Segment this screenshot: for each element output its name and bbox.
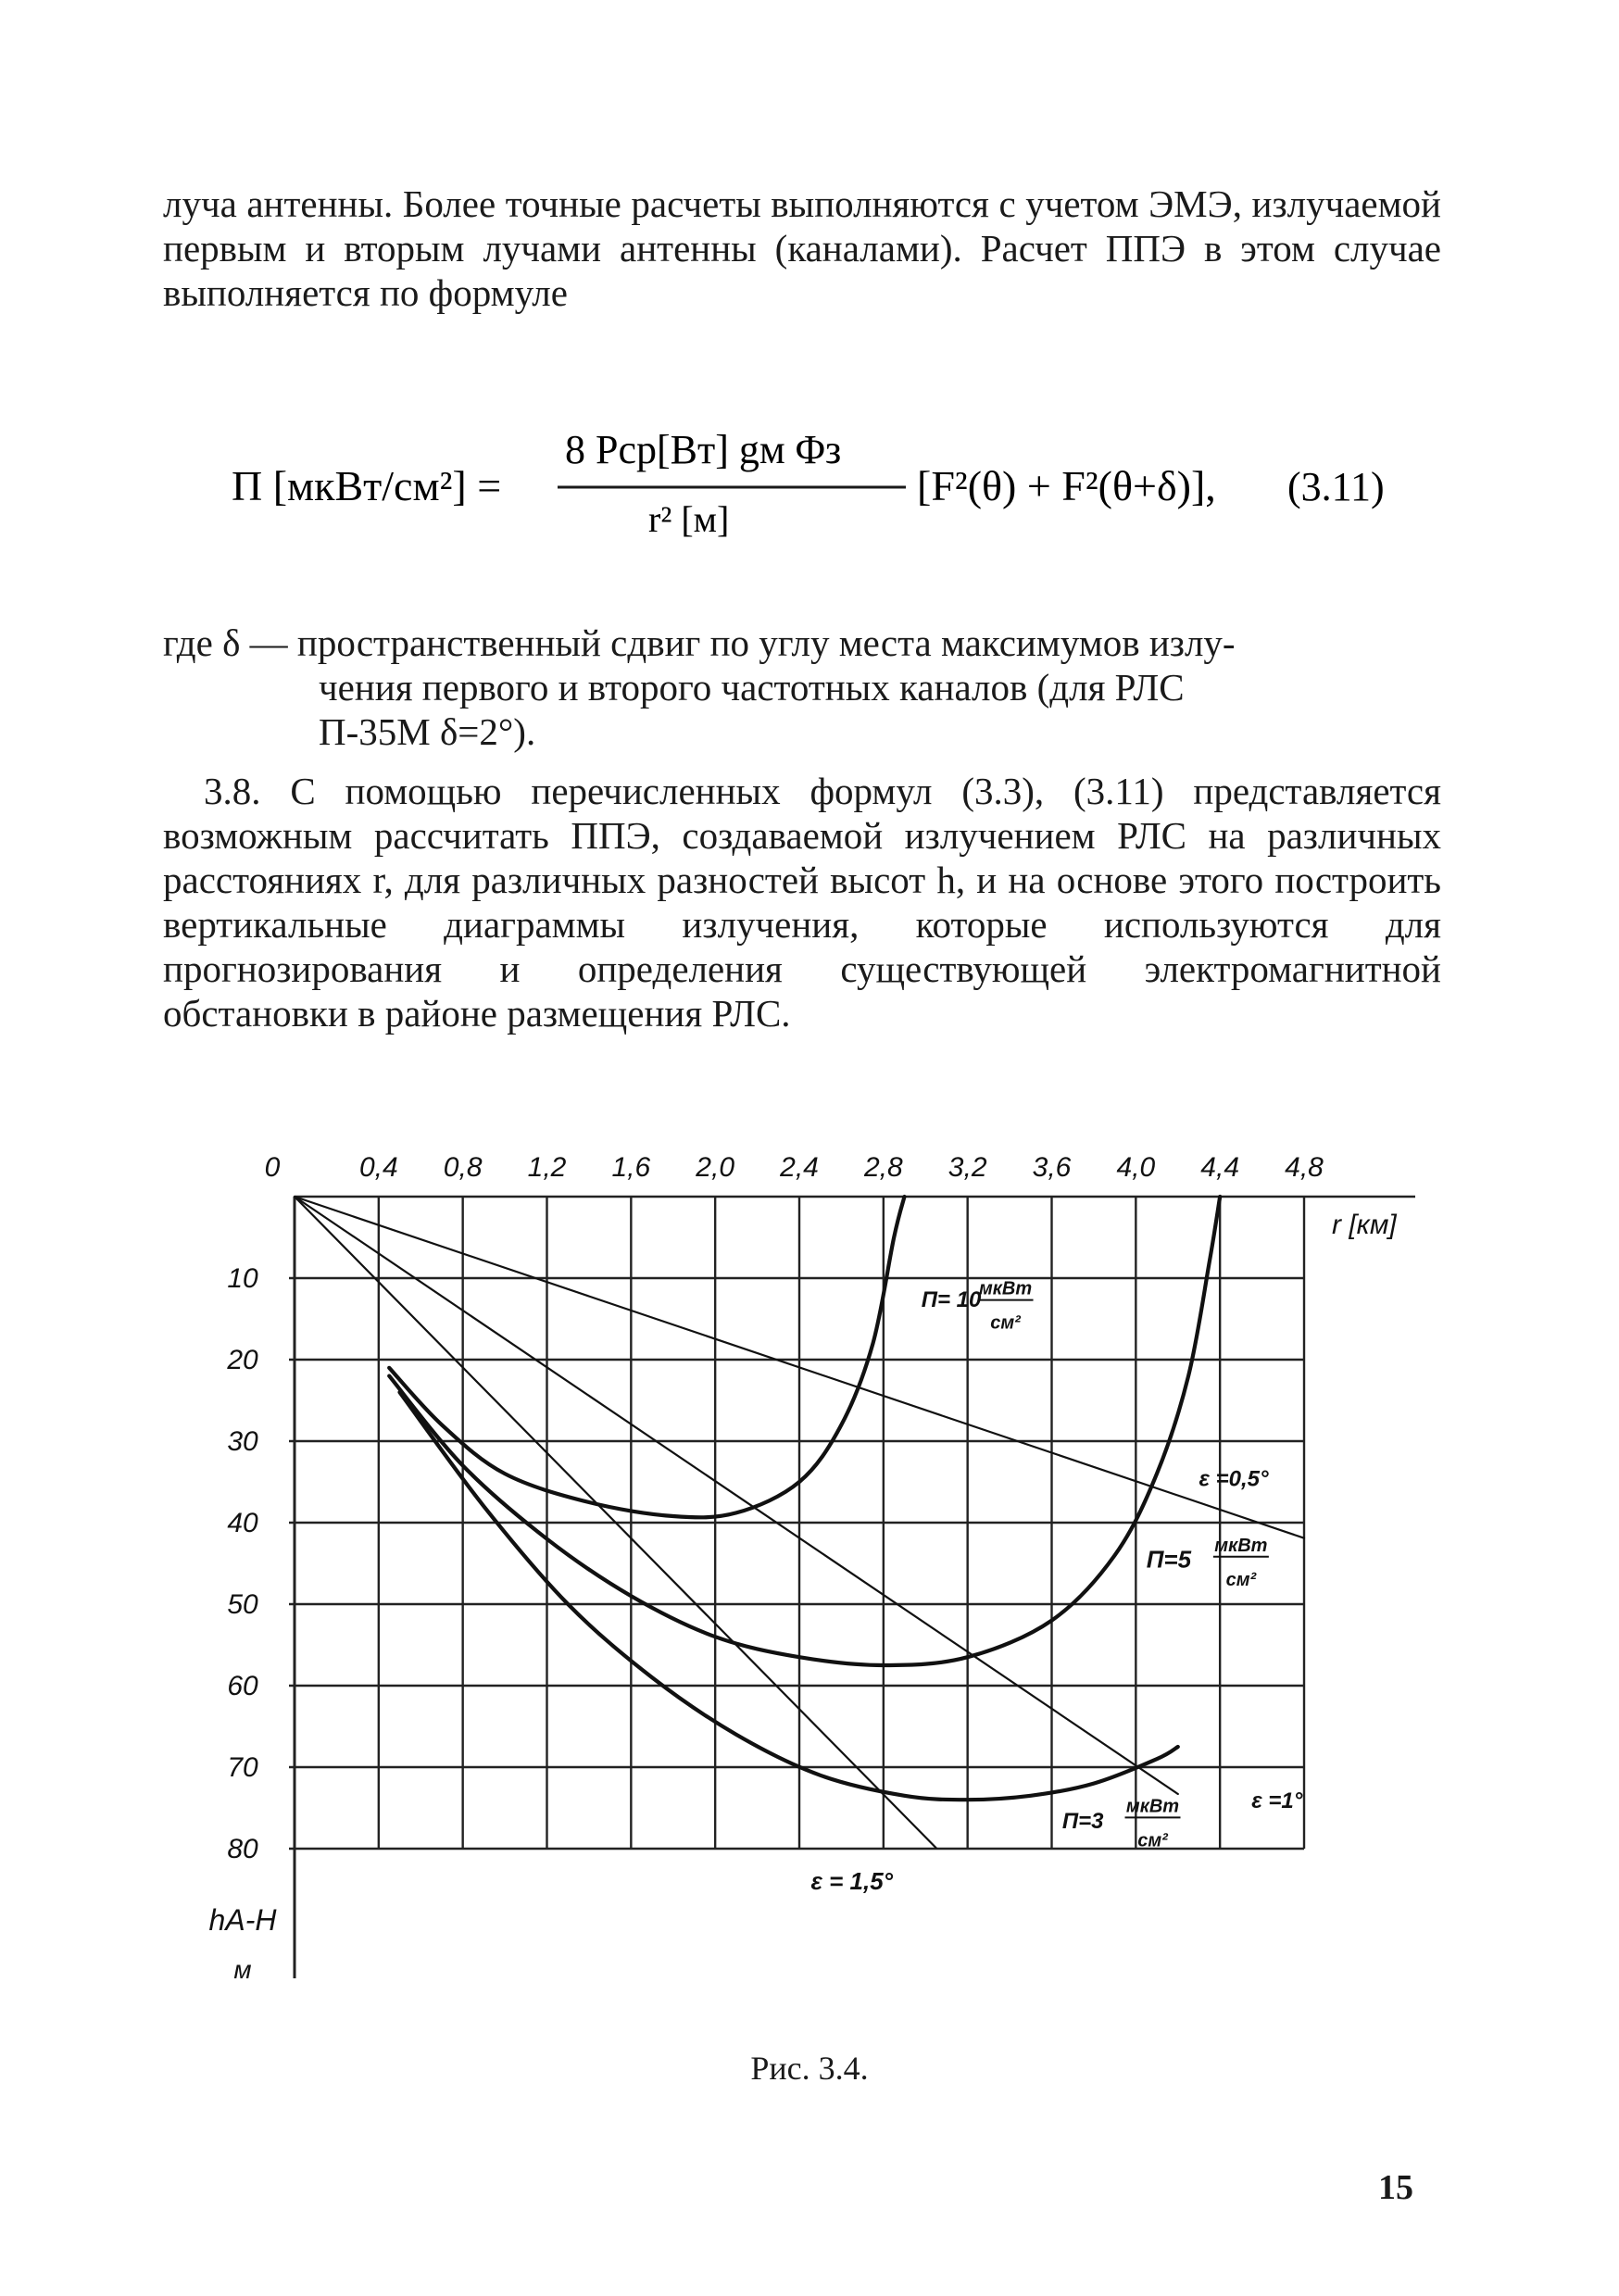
y-axis-unit: м [233, 1955, 252, 1984]
formula-rhs: [F²(θ) + F²(θ+δ)], [917, 462, 1216, 509]
y-tick-label: 10 [227, 1263, 258, 1294]
label-e05: ε =0,5° [1199, 1466, 1269, 1492]
radiation-diagram-chart [0, 1111, 1619, 2130]
formula-lhs: П [мкВт/см²] = [232, 462, 502, 509]
formula-denominator: r² [м] [648, 498, 730, 540]
chart-annotations [810, 1279, 1302, 1895]
formula-numerator: 8 Pср[Вт] gм Φз [565, 427, 842, 472]
x-tick-label: 4,4 [1200, 1152, 1240, 1183]
where-block [163, 621, 1441, 754]
label-e1: ε =1° [1251, 1788, 1303, 1813]
x-tick-label: 1,2 [527, 1152, 567, 1183]
label-p3: П=3 [1061, 1809, 1104, 1834]
y-tick-label: 20 [227, 1345, 258, 1375]
y-tick-label: 30 [227, 1426, 258, 1457]
line-e1 [295, 1197, 1178, 1794]
figure-caption: Рис. 3.4. [750, 2050, 869, 2087]
x-tick-label: 0,4 [358, 1152, 398, 1183]
label-p5: П=5 [1146, 1545, 1192, 1574]
where-line-1: где δ — пространственный сдвиг по углу места максимумов излу- [163, 621, 1236, 664]
label-p10: П= 10 [921, 1286, 982, 1312]
x-tick-label: 0 [264, 1152, 281, 1183]
where-line-3: П-35М δ=2°). [319, 710, 536, 753]
formula-number: (3.11) [1287, 464, 1385, 509]
x-tick-label: 3,2 [948, 1152, 987, 1183]
page-number: 15 [1378, 2168, 1413, 2207]
curve-p3 [400, 1392, 1178, 1800]
unit-p5-den: см² [1225, 1569, 1257, 1590]
y-tick-label: 40 [227, 1508, 258, 1538]
section-3-8-paragraph: 3.8. С помощью перечисленных формул (3.3), (3.11) представляется возможным рассчитать ППЭ, создаваемой излучением РЛС на различных расстояниях r, для различных разностей высот h, и на основе этого построить вертикальные диаграммы излучения, которые используются для прогнозирования и определения существующей электромагнитной обстановки в районе размещения РЛС. [163, 770, 1441, 1035]
y-tick-label: 70 [227, 1752, 258, 1783]
x-tick-label: 2,4 [780, 1152, 819, 1183]
x-tick-label: 0,8 [443, 1152, 483, 1183]
intro-paragraph: луча антенны. Более точные расчеты выполняются с учетом ЭМЭ, излучаемой первым и вторым лучами антенны (каналами). Расчет ППЭ в этом случае выполняется по формуле [163, 182, 1441, 314]
y-tick-label: 60 [227, 1671, 258, 1701]
where-line-2: чения первого и второго частотных каналов (для РЛС [319, 666, 1185, 709]
unit-p10-den: см² [990, 1312, 1021, 1334]
unit-p10-num: мкВт [978, 1278, 1033, 1299]
formula-3-11 [213, 415, 1417, 563]
x-tick-label: 2,8 [863, 1152, 903, 1183]
unit-p3-num: мкВт [1125, 1796, 1180, 1817]
x-tick-label: 1,6 [611, 1152, 651, 1183]
unit-p3-den: см² [1137, 1830, 1168, 1851]
x-tick-label: 2,0 [696, 1152, 735, 1183]
x-axis-label: r [км] [1332, 1210, 1397, 1240]
y-tick-label: 80 [227, 1834, 258, 1864]
curve-p5 [389, 1197, 1220, 1665]
label-e15: ε = 1,5° [810, 1867, 894, 1895]
x-tick-label: 4,8 [1285, 1152, 1324, 1183]
y-tick-label: 50 [227, 1589, 258, 1620]
unit-p5-num: мкВт [1214, 1535, 1268, 1556]
x-tick-label: 3,6 [1032, 1152, 1072, 1183]
y-axis-label: hA-H [208, 1903, 277, 1937]
x-tick-label: 4,0 [1116, 1152, 1156, 1183]
chart-ticks [209, 1152, 1398, 1984]
